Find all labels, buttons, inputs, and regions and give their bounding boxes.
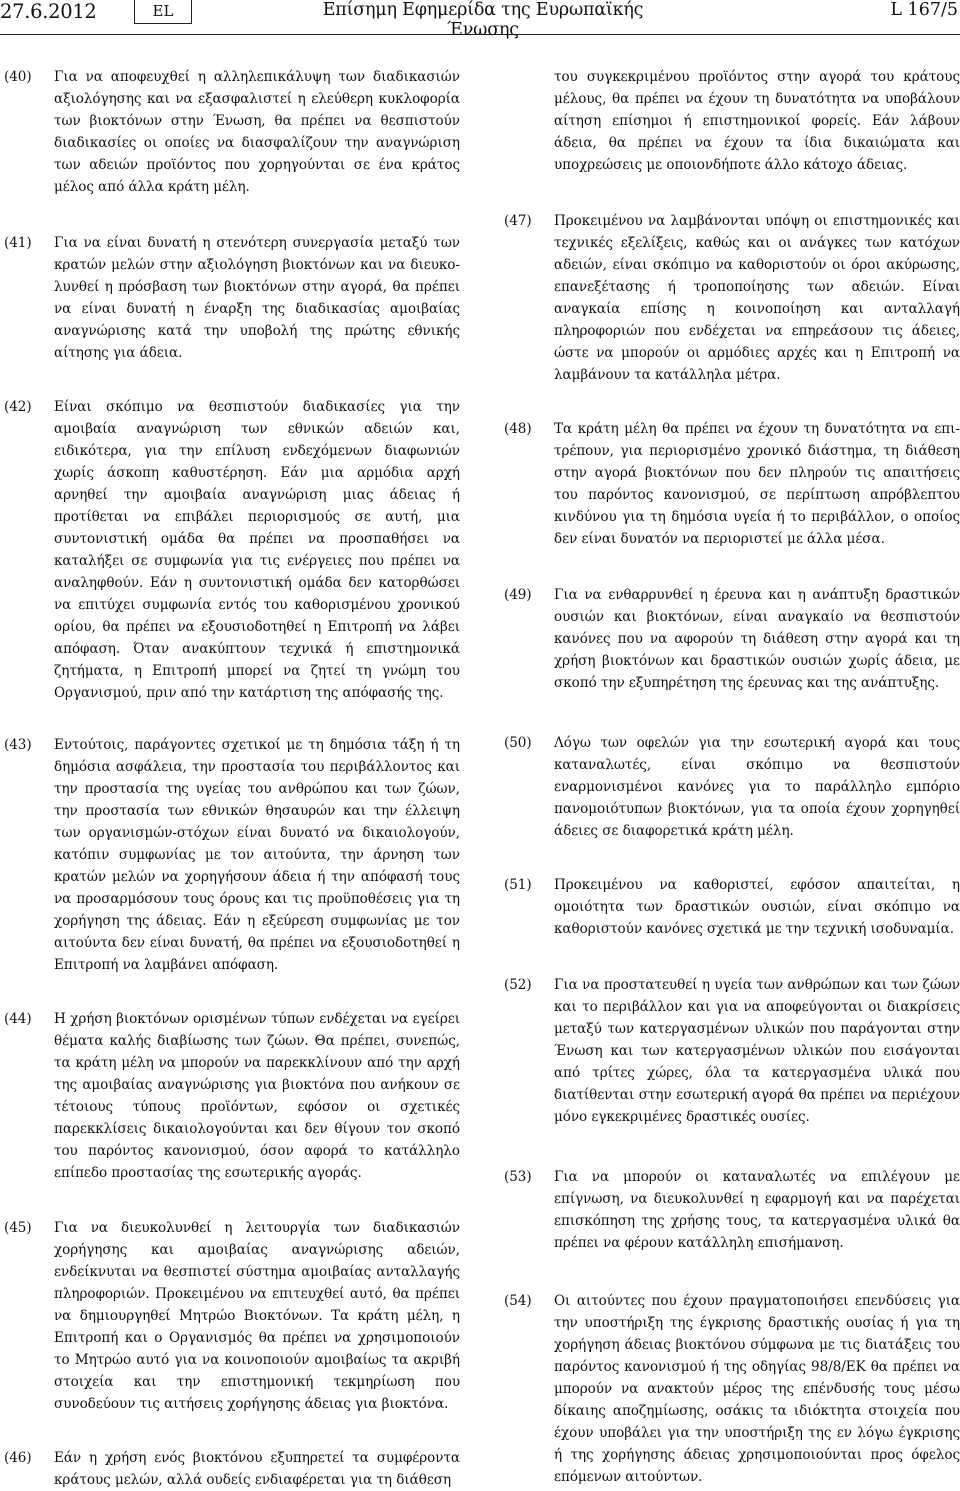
- recital-number: (53): [504, 1169, 532, 1185]
- publication-date: 27.6.2012: [0, 0, 97, 23]
- right-column: [500, 60, 960, 1488]
- journal-title: Επίσημη Εφημερίδα της Ευρωπαϊκής Ένωσης: [322, 0, 644, 40]
- recital-number: (50): [504, 735, 532, 751]
- recital-53: [500, 1166, 960, 1254]
- recital-number: (41): [4, 235, 32, 251]
- journal-header: [0, 0, 960, 40]
- left-column: [0, 60, 460, 1491]
- language-code-box: EL: [134, 0, 192, 24]
- recital-number: (47): [504, 213, 532, 229]
- recital-41: [0, 232, 460, 364]
- recital-40: [0, 66, 460, 198]
- recital-number: (54): [504, 1293, 532, 1309]
- recital-text: Για να διευκολυνθεί η λειτουργία των διαδικασιών χορήγησης και αμοιβαίας αναγνώρισης αδειών, ενδείκνυται να θεσπιστεί σύστημα αμοιβαίας ανταλλαγής πληροφοριών. Προκειμένου να επιτευχθεί αυτό, θα πρέπει να δημιουργηθεί Μητρώο Βιοκτόνων. Τα κράτη μέλη, η Επιτροπή και ο Οργανισμός θα πρέπει να χρησιμοποιούν το Μητρώο αυτό για να κοινοποιούν αμοιβαίως τα ακριβή στοιχεία και την επιστημονική τεκμηρίωση που συνοδεύουν τις αιτήσεις χορήγησης άδειας για βιοκτόνα.: [54, 1220, 460, 1412]
- recital-54: [500, 1290, 960, 1488]
- recital-text: Εάν η χρήση ενός βιοκτόνου εξυπηρετεί τα συμφέροντα κράτους μελών, αλλά ουδείς ενδιαφέρεται για τη διάθεση: [54, 1450, 460, 1488]
- recital-text: Λόγω των οφελών για την εσωτερική αγορά και τους καταναλωτές, είναι σκόπιμο να θεσπιστούν εναρμονισμένοι κανόνες για το παράλληλο εμπόριο πανομοιότυπων βιοκτόνων, για τα οποία έχουν χορηγηθεί άδειες σε διαφορετικά κράτη μέλη.: [554, 735, 960, 839]
- recital-text: Τα κράτη μέλη θα πρέπει να έχουν τη δυνατότητα να επιτρέπουν, για περιορισμένο χρονικό διάστημα, τη διάθεση στην αγορά βιοκτόνων που δεν πληρούν τις απαιτήσεις του παρόντος κανονισμού, σε περίπτωση απρόβλεπτου κινδύνου για τη δημόσια υγεία ή το περιβάλλον, ο οποίος δεν είναι δυνατόν να περιοριστεί με άλλα μέσα.: [554, 421, 960, 547]
- recital-45: [0, 1217, 460, 1415]
- recital-number: (44): [4, 1011, 32, 1027]
- recital-text: Εντούτοις, παράγοντες σχετικοί με τη δημόσια τάξη ή τη δημόσια ασφάλεια, την προστασία του περιβάλλοντος και την προστασία της υγείας του ανθρώπου και των ζώων, την προστασία των εθνικών θησαυρών και την έλλειψη των οργανισμών-στόχων είναι δυνατό να δικαιολογούν, κατόπιν συμφωνίας με τον αιτούντα, την άρνηση των κρατών μελών να χορηγήσουν άδεια ή την απόφασή τους να προσαρμόσουν τους όρους και τις προϋποθέσεις για τη χορήγηση της άδειας. Εάν η εξεύρεση συμφωνίας με τον αιτούντα δεν είναι δυνατή, θα πρέπει να εξουσιοδοτηθεί η Επιτροπή να λαμβάνει απόφαση.: [54, 737, 460, 973]
- recital-text: Η χρήση βιοκτόνων ορισμένων τύπων ενδέχεται να εγείρει θέματα καλής διαβίωσης των ζώων. Θα πρέπει, συνεπώς, τα κράτη μέλη να μπορούν να παρεκκλίνουν από την αρχή της αμοιβαίας αναγνώρισης για βιοκτόνα που ανήκουν σε τέτοιους τύπους προϊόντων, εφόσον οι σχετικές παρεκκλίσεις δικαιολογούνται και δεν θίγουν τον σκοπό του παρόντος κανονισμού, όσον αφορά το κατάλληλο επίπεδο προστασίας της εσωτερικής αγοράς.: [54, 1011, 460, 1181]
- recital-text: Για να μπορούν οι καταναλωτές να επιλέγουν με επίγνωση, να διευκολυνθεί η εφαρμογή και να παρέχεται επισκόπηση της χρήσης τους, τα κατεργασμένα υλικά θα πρέπει να φέρουν κατάλληλη επισήμανση.: [554, 1169, 960, 1251]
- recital-46: [0, 1447, 460, 1491]
- recital-49: [500, 584, 960, 694]
- recital-text: Οι αιτούντες που έχουν πραγματοποιήσει επενδύσεις για την υποστήριξη της έγκρισης δραστικής ουσίας ή για τη χορήγηση άδειας βιοκτόνου σύμφωνα με τις διατάξεις του παρόντος κανονισμού ή της οδηγίας 98/8/ΕΚ θα πρέπει να μπορούν να ανακτούν μέρος της επένδυσής τους μέσω δίκαιης αποζημίωσης, οσάκις τα ιδιόκτητα στοιχεία που έχουν υποβάλει για την υποστήριξη της εν λόγω έγκρισης ή της χορήγησης άδειας χρησιμοποιούνται προς όφελος επόμενων αιτούντων.: [554, 1293, 960, 1485]
- recital-number: (48): [504, 421, 532, 437]
- recital-52: [500, 974, 960, 1128]
- recital-text: Προκειμένου να λαμβάνονται υπόψη οι επιστημονικές και τεχνικές εξελίξεις, καθώς και οι ανάγκες των κατόχων αδειών, είναι σκόπιμο να καθοριστούν οι όροι ακύρωσης, επανεξέτασης ή τροποποίησης των αδειών. Είναι αναγκαία επίσης η κοινοποίηση και ανταλλαγή πληροφοριών που ενδέχεται να επηρεάσουν τις άδειες, ώστε να μπορούν οι αρμόδιες αρχές και η Επιτροπή να λαμβάνουν τα κατάλληλα μέτρα.: [554, 213, 960, 383]
- recital-number: (49): [504, 587, 532, 603]
- recital-42: [0, 396, 460, 704]
- recital-text: Είναι σκόπιμο να θεσπιστούν διαδικασίες για την αμοιβαία αναγνώριση των εθνικών αδειών και, ειδικότερα, για την επίλυση ενδεχόμενων διαφωνιών χωρίς άσκοπη καθυστέρηση. Εάν μια αρμόδια αρχή αρνηθεί την αμοιβαία αναγνώριση μιας άδειας ή προτίθεται να επιβάλει περιορισμούς σε αυτή, μια συντονιστική ομάδα θα πρέπει να προσπαθήσει να καταλήξει σε συμφωνία για τις ενέργειες που πρέπει να αναληφθούν. Εάν η συντονιστική ομάδα δεν κατορθώσει να επιτύχει συμφωνία εντός του καθορισμένου χρονικού ορίου, θα πρέπει να εξουσιοδοτηθεί η Επιτροπή να λάβει απόφαση. Όταν ανακύπτουν τεχνικά ή επιστημονικά ζητήματα, η Επιτροπή μπορεί να ζητεί τη γνώμη του Οργανισμού, πριν από την κατάρτιση της απόφασής της.: [54, 399, 460, 701]
- recital-44: [0, 1008, 460, 1184]
- recital-text: Προκειμένου να καθοριστεί, εφόσον απαιτείται, η ομοιότητα των δραστικών ουσιών, είναι σκόπιμο να καθοριστούν κανόνες σχετικά με την τεχνική ισοδυναμία.: [554, 877, 960, 937]
- recital-number: (51): [504, 877, 532, 893]
- recital-number: (46): [4, 1450, 32, 1466]
- recital-48: [500, 418, 960, 550]
- recital-47: [500, 210, 960, 386]
- recital-number: (42): [4, 399, 32, 415]
- recital-number: (45): [4, 1220, 32, 1236]
- recital-50: [500, 732, 960, 842]
- page-reference: L 167/5: [890, 0, 958, 20]
- recital-text: Για να ενθαρρυνθεί η έρευνα και η ανάπτυξη δραστικών ουσιών και βιοκτόνων, είναι αναγκαίο να θεσπιστούν κανόνες που να αφορούν τη διάθεση στην αγορά και τη χρήση βιοκτόνων και δραστικών ουσιών χωρίς άδεια, με σκοπό την εξυπηρέτηση της έρευνας και της ανάπτυξης.: [554, 587, 960, 691]
- recital-number: (43): [4, 737, 32, 753]
- recital-text: του συγκεκριμένου προϊόντος στην αγορά του κράτους μέλους, θα πρέπει να έχουν τη δυνατότητα να υποβάλουν αίτηση επίσημοι ή επιστημονικοί φορείς. Εάν λάβουν άδεια, θα πρέπει να έχουν τα ίδια δικαιώματα και υποχρεώσεις με οποιονδήποτε άλλο κάτοχο άδειας.: [554, 69, 960, 173]
- recital-text: Για να είναι δυνατή η στενότερη συνεργασία μεταξύ των κρατών μελών στην αξιολόγηση βιοκτόνων και να διευκολυνθεί η πρόσβαση των βιοκτόνων στην αγορά, θα πρέπει να είναι δυνατή η έναρξη της διαδικασίας αμοιβαίας αναγνώρισης κατά την υποβολή της πρώτης εθνικής αίτησης για άδεια.: [54, 235, 460, 361]
- recital-text: Για να προστατευθεί η υγεία των ανθρώπων και των ζώων και το περιβάλλον και για να αποφεύγονται οι διακρίσεις μεταξύ των κατεργασμένων υλικών που παράγονται στην Ένωση και των κατεργασμένων υλικών που εισάγονται από τρίτες χώρες, όλα τα κατεργασμένα υλικά που διατίθενται στην εσωτερική αγορά θα πρέπει να περιέχουν μόνο εγκεκριμένες δραστικές ουσίες.: [554, 977, 960, 1125]
- recital-number: (40): [4, 69, 32, 85]
- recital-43: [0, 734, 460, 976]
- recital-number: (52): [504, 977, 532, 993]
- recital-text: Για να αποφευχθεί η αλληλεπικάλυψη των διαδικασιών αξιολόγησης και να εξασφαλιστεί η ελεύθερη κυκλοφορία των βιοκτόνων στην Ένωση, θα πρέπει να θεσπιστούν διαδικασίες οι οποίες να διασφαλίζουν την αναγνώριση των αδειών προϊόντος που χορηγούνται σε ένα κράτος μέλος από άλλα κράτη μέλη.: [54, 69, 460, 195]
- recital-46-continuation: [500, 66, 960, 176]
- recital-51: [500, 874, 960, 940]
